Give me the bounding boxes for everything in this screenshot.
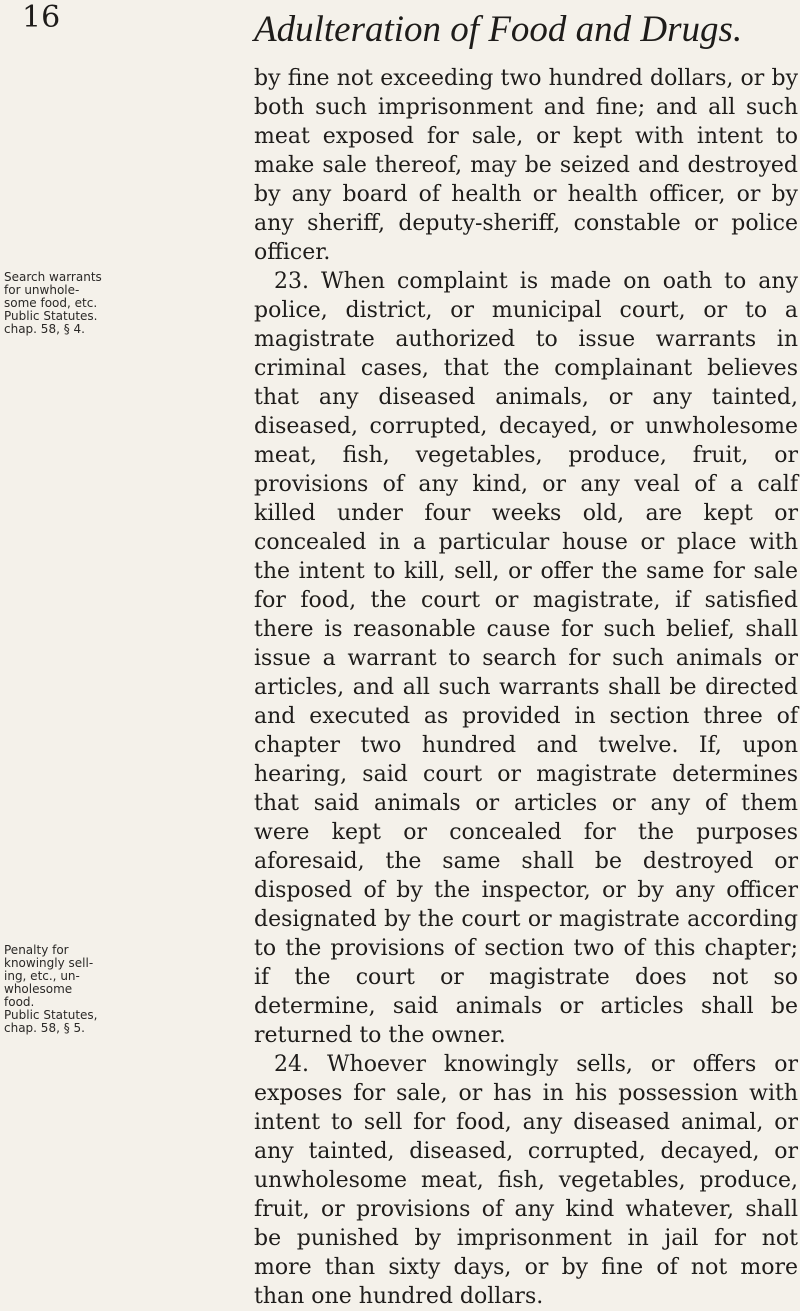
margin-note-line: wholesome	[4, 982, 73, 996]
margin-note-line: chap. 58, § 5.	[4, 1021, 85, 1035]
margin-note-line: Penalty for	[4, 943, 69, 957]
paragraph-section-24: 24. Whoever knowingly sells, or offers or exposes for sale, or has in his possession with intent to sell for food, any diseased animal, or any tainted, diseased, corrupted, decayed, or unwholesome meat, fish, vegetables, produce, fruit, or provisions of any kind whatever, shall be punished by imprisonment in jail for not more than sixty days, or by fine of not more than one hundred dollars.	[254, 1052, 798, 1309]
margin-note-search-warrants	[4, 271, 154, 336]
margin-note-line: chap. 58, § 4.	[4, 322, 85, 336]
margin-note-line: some food, etc.	[4, 296, 98, 310]
running-head: Adulteration of Food and Drugs.	[254, 9, 743, 50]
paragraph-continuation: by fine not exceeding two hundred dollars, or by both such imprisonment and fine; and all such meat exposed for sale, or kept with intent to make sale thereof, may be seized and destroyed by any board of health or health officer, or by any sheriff, deputy-sheriff, constable or police officer.	[254, 66, 798, 265]
margin-note-line: ing, etc., un-	[4, 969, 80, 983]
margin-note-line: knowingly sell-	[4, 956, 94, 970]
margin-note-line: Search warrants	[4, 270, 102, 284]
margin-note-penalty	[4, 944, 154, 1035]
margin-note-line: food.	[4, 995, 35, 1009]
page-number: 16	[22, 0, 61, 35]
margin-note-line: for unwhole-	[4, 283, 80, 297]
body-text	[254, 64, 798, 1311]
paragraph-section-23: 23. When complaint is made on oath to any police, district, or municipal court, or to a magistrate authorized to issue warrants in criminal cases, that the complainant believes that any diseased animals, or any tainted, diseased, corrupted, decayed, or unwholesome meat, fish, vegetables, produce, fruit, or provisions of any kind, or any veal of a calf killed under four weeks old, are kept or concealed in a particular house or place with the intent to kill, sell, or offer the same for sale for food, the court or magistrate, if satisfied there is reasonable cause for such belief, shall issue a warrant to search for such animals or articles, and all such warrants shall be directed and executed as provided in section three of chapter two hundred and twelve. If, upon hearing, said court or magistrate determines that said animals or articles or any of them were kept or concealed for the purposes aforesaid, the same shall be destroyed or disposed of by the inspector, or by any officer designated by the court or magistrate according to the provisions of section two of this chapter; if the court or magistrate does not so determine, said animals or articles shall be returned to the owner.	[254, 269, 798, 1048]
margin-note-line: Public Statutes,	[4, 1008, 98, 1022]
margin-note-line: Public Statutes.	[4, 309, 98, 323]
